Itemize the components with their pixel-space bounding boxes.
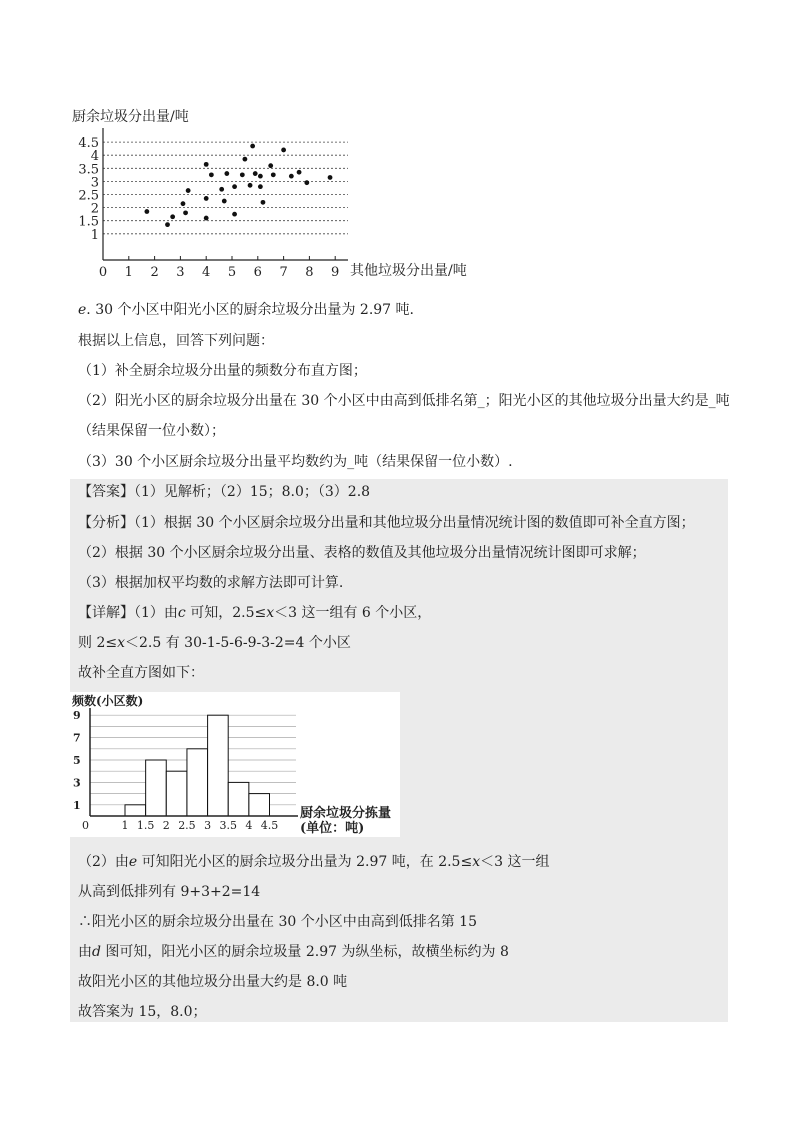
part2-line1 [78, 852, 549, 872]
scatter-point [289, 174, 294, 179]
hist-x-tick: 0 [82, 819, 89, 832]
part2-b: 可知阳光小区的厨余垃圾分出量为 2.97 吨，在 2.5≤ [137, 854, 473, 870]
scatter-x-label: 其他垃圾分出量/吨 [350, 263, 467, 279]
scatter-point [170, 214, 175, 219]
hist-x-tick: 2.5 [178, 819, 196, 832]
scatter-point [165, 222, 170, 227]
scatter-y-label: 厨余垃圾分出量/吨 [72, 109, 189, 125]
part2-c: ＜3 这一组 [480, 854, 550, 870]
hist-x-tick: 2 [162, 819, 170, 832]
scatter-point [268, 163, 273, 168]
scatter-point [281, 148, 286, 153]
question-2-note: （结果保留一位小数）； [78, 423, 225, 439]
question-1: （1）补全厨余垃圾分出量的频数分布直方图； [78, 363, 367, 379]
scatter-y-tick: 2 [90, 201, 99, 217]
statement-e-letter: e [78, 302, 87, 318]
detail-1-b: 可知，2.5≤ [185, 605, 267, 621]
scatter-y-tick: 3 [90, 175, 99, 191]
analysis-1: 【分析】（1）根据 30 个小区厨余垃圾分出量和其他垃圾分出量情况统计图的数值即可补全直方图； [78, 515, 695, 531]
hist-x-tick: 4 [245, 819, 253, 832]
scatter-point [183, 210, 188, 215]
scatter-x-tick: 8 [305, 265, 314, 280]
hist-x-tick: 1.5 [136, 819, 155, 832]
scatter-point [186, 188, 191, 193]
hist-y-label: 频数(小区数) [72, 694, 144, 708]
scatter-point [219, 187, 224, 192]
detail-1 [78, 603, 431, 623]
scatter-point [248, 183, 253, 188]
statement-e-text: . 30 个小区中阳光小区的厨余垃圾分出量为 2.97 吨. [86, 302, 414, 318]
part2-x: x [472, 854, 481, 870]
scatter-point [224, 171, 229, 176]
scatter-point [144, 209, 149, 214]
scatter-point [232, 212, 237, 217]
question-2: （2）阳光小区的厨余垃圾分出量在 30 个小区中由高到低排名第_；阳光小区的其他垃圾分出量大约是_吨 [78, 393, 730, 409]
scatter-x-tick: 6 [253, 265, 262, 280]
detail-1-a: 【详解】（1）由 [78, 605, 178, 621]
part2-e: e [128, 854, 138, 870]
scatter-point [181, 201, 186, 206]
hist-bar [208, 715, 229, 816]
detail-1-c: c [177, 605, 186, 621]
scatter-x-tick: 1 [124, 265, 133, 280]
detail-1-d: ＜3 这一组有 6 个小区， [274, 605, 432, 621]
histogram-caption: 故补全直方图如下： [78, 665, 204, 681]
scatter-point [209, 172, 214, 177]
detail-2 [78, 633, 351, 653]
scatter-x-tick: 3 [176, 265, 185, 280]
scatter-point [232, 184, 237, 189]
hist-x-tick: 3.5 [219, 819, 237, 832]
hist-y-tick: 1 [73, 798, 81, 812]
hist-x-label-1: 厨余垃圾分拣量 [300, 806, 392, 821]
part2-from-d [78, 942, 509, 962]
hist-x-tick: 3 [204, 819, 212, 832]
detail-2-x: x [117, 635, 125, 651]
scatter-x-tick: 5 [227, 265, 237, 280]
scatter-point [328, 175, 333, 180]
intro-text: 根据以上信息，回答下列问题： [78, 333, 274, 349]
scatter-y-tick: 1 [90, 227, 99, 243]
hist-y-tick: 7 [73, 731, 81, 745]
scatter-y-tick: 4.5 [78, 136, 99, 152]
hist-bar [228, 782, 249, 816]
detail-2-b: ＜2.5 有 30-1-5-6-9-3-2=4 个小区 [125, 635, 351, 651]
hist-bar [187, 749, 208, 816]
scatter-point [204, 162, 209, 167]
analysis-2: （2）根据 30 个小区厨余垃圾分出量、表格的数值及其他垃圾分出量情况统计图即可求解； [78, 545, 646, 561]
answer-line: 【答案】（1）见解析；（2）15；8.0；（3）2.8 [78, 484, 371, 500]
scatter-y-tick: 1.5 [78, 214, 99, 230]
scatter-chart [0, 0, 800, 290]
scatter-point [258, 184, 263, 189]
scatter-y-tick: 4 [90, 149, 99, 165]
part2-a: （2）由 [78, 854, 129, 870]
part2-rank: 从高到低排列有 9+3+2=14 [78, 884, 261, 900]
from-d-letter: d [92, 944, 101, 960]
part2-therefore: ∴阳光小区的厨余垃圾分出量在 30 个小区中由高到低排名第 15 [78, 914, 477, 930]
scatter-point [271, 172, 276, 177]
scatter-point [204, 196, 209, 201]
scatter-x-tick: 9 [331, 265, 340, 280]
scatter-point [204, 216, 209, 221]
scatter-x-tick: 7 [279, 265, 288, 280]
part2-so-other: 故阳光小区的其他垃圾分出量大约是 8.0 吨 [78, 974, 348, 990]
scatter-point [253, 171, 258, 176]
hist-y-tick: 3 [73, 776, 81, 790]
final-answer: 故答案为 15，8.0； [78, 1004, 207, 1020]
from-d-b: 图可知，阳光小区的厨余垃圾量 2.97 为纵坐标，故横坐标约为 8 [100, 944, 509, 960]
histogram-chart [70, 692, 400, 837]
hist-x-label-2: (单位：吨) [300, 821, 365, 836]
scatter-point [258, 174, 263, 179]
scatter-point [222, 199, 227, 204]
scatter-point [240, 172, 245, 177]
detail-1-x: x [266, 605, 275, 621]
hist-x-tick: 1 [121, 819, 129, 832]
scatter-point [261, 200, 266, 205]
hist-y-tick: 9 [73, 709, 81, 723]
scatter-y-tick: 2.5 [78, 188, 99, 204]
scatter-point [243, 157, 248, 162]
hist-bar [125, 805, 146, 816]
hist-x-tick: 4.5 [260, 819, 279, 832]
analysis-3: （3）根据加权平均数的求解方法即可计算. [78, 575, 344, 591]
scatter-point [304, 180, 309, 185]
scatter-x-tick: 2 [150, 265, 159, 280]
scatter-point [297, 170, 302, 175]
scatter-y-tick: 3.5 [78, 162, 99, 178]
statement-e [78, 300, 414, 320]
hist-bar [166, 771, 187, 816]
scatter-x-tick: 4 [202, 265, 211, 280]
hist-bar [146, 760, 167, 816]
detail-2-a: 则 2≤ [78, 635, 118, 651]
hist-bar [249, 794, 270, 816]
from-d-a: 由 [78, 944, 92, 960]
scatter-x-tick: 0 [98, 265, 108, 280]
hist-y-tick: 5 [73, 754, 81, 767]
scatter-point [250, 144, 255, 149]
question-3: （3）30 个小区厨余垃圾分出量平均数约为_吨（结果保留一位小数）. [78, 454, 513, 470]
